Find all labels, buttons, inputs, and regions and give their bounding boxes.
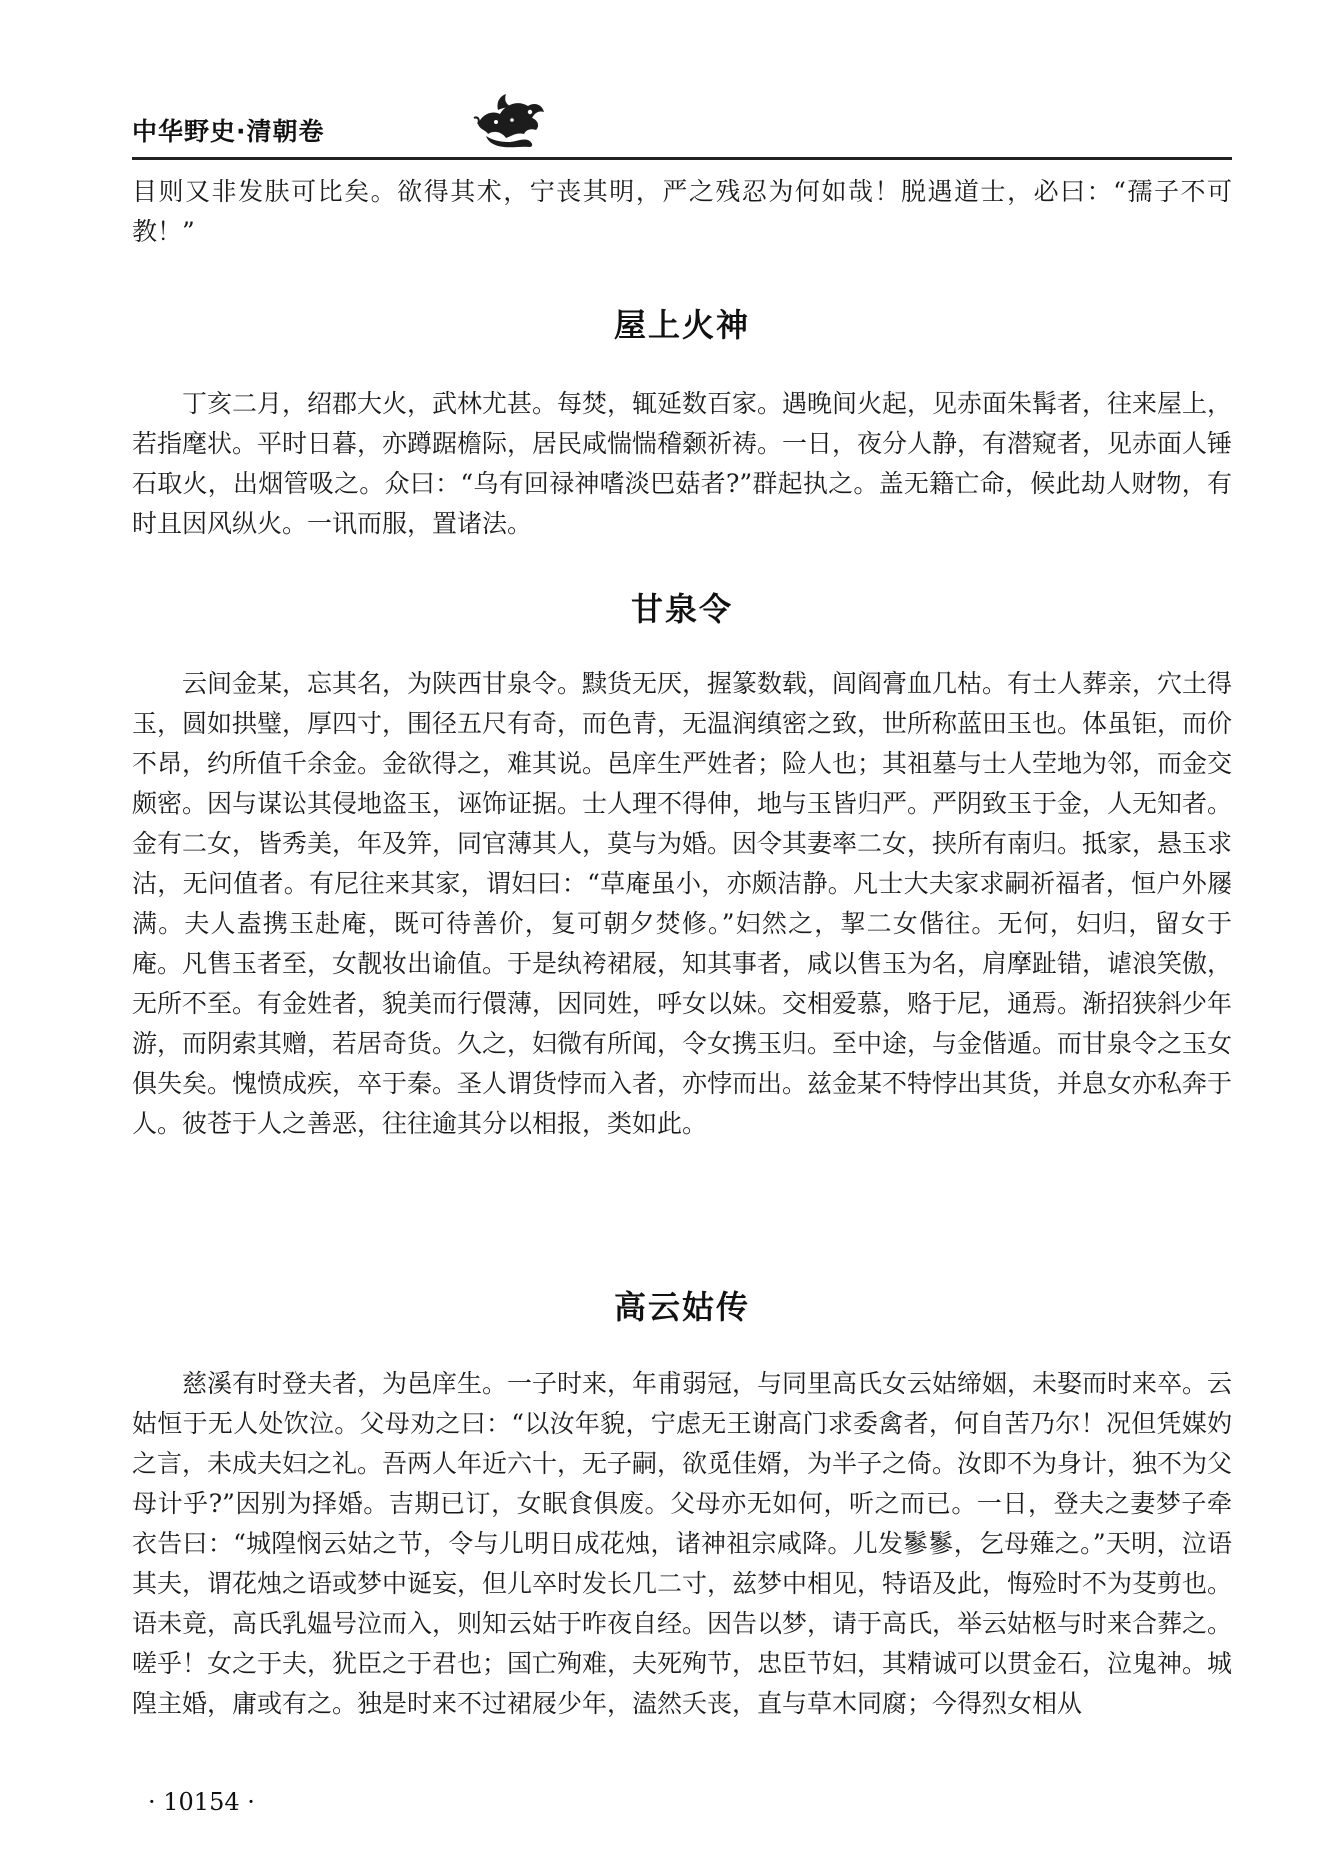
section-title-ganquan-ling: 甘泉令 [630, 590, 733, 628]
section-body-gao-yungu-zhuan [132, 1364, 1232, 1724]
section-body-wushang-huoshen [132, 384, 1232, 544]
paragraph: 丁亥二月，绍郡大火，武林尤甚。每焚，辄延数百家。遇晚间火起，见赤面朱髯者，往来屋上，若指麾状。平时日暮，亦蹲踞檐际，居民咸惴惴稽颡祈祷。一日，夜分人静，有潜窥者，见赤面人锤石取火，出烟管吸之。众曰：“乌有回禄神嗜淡巴菇者?”群起执之。盖无籍亡命，候此劫人财物，有时且因风纵火。一讯而服，置诸法。 [132, 389, 1233, 538]
section-title-gao-yungu-zhuan: 高云姑传 [613, 1288, 750, 1326]
header-divider [132, 157, 1232, 160]
page-number: · 10154 · [148, 1788, 255, 1816]
section-body-ganquan-ling [132, 664, 1232, 1144]
page-header [132, 108, 1232, 148]
paragraph: 慈溪有时登夫者，为邑庠生。一子时来，年甫弱冠，与同里高氏女云姑缔姻，未娶而时来卒。云姑恒于无人处饮泣。父母劝之曰：“以汝年貌，宁虑无王谢高门求委禽者，何自苦乃尔！况但凭媒妁之言，未成夫妇之礼。吾两人年近六十，无子嗣，欲觅佳婿，为半子之倚。汝即不为身计，独不为父母计乎?”因别为择婚。吉期已订，女眠食俱废。父母亦无如何，听之而已。一日，登夫之妻梦子牵衣告曰：“城隍悯云姑之节，令与儿明日成花烛，诸神祖宗咸降。儿发鬖鬖，乞母薙之。”天明，泣语其夫，谓花烛之语或梦中诞妄，但儿卒时发长几二寸，兹梦中相见，特语及此，悔殓时不为芟剪也。语未竟，高氏乳媪号泣而入，则知云姑于昨夜自经。因告以梦，请于高氏，举云姑柩与时来合葬之。嗟乎！女之于夫，犹臣之于君也；国亡殉难，夫死殉节，忠臣节妇，其精诚可以贯金石，泣鬼神。城隍主婚，庸或有之。独是时来不过裙屐少年，溘然夭丧，直与草木同腐；今得烈女相从 [132, 1369, 1233, 1718]
book-title: 中华野史·清朝卷 [132, 117, 325, 146]
intro-paragraph: 目则又非发肤可比矣。欲得其术，宁丧其明，严之残忍为何如哉！脱遇道士，必曰：“孺子不可教！” [132, 177, 1232, 246]
paragraph: 云间金某，忘其名，为陕西甘泉令。黩货无厌，握篆数载，闾阎膏血几枯。有士人葬亲，穴土得玉，圆如拱璧，厚四寸，围径五尺有奇，而色青，无温润缜密之致，世所称蓝田玉也。体虽钜，而价不昂，约所值千余金。金欲得之，难其说。邑庠生严姓者；险人也；其祖墓与士人茔地为邻，而金交颇密。因与谋讼其侵地盗玉，诬饰证据。士人理不得伸，地与玉皆归严。严阴致玉于金，人无知者。金有二女，皆秀美，年及笄，同官薄其人，莫与为婚。因令其妻率二女，挟所有南归。抵家，悬玉求沽，无问值者。有尼往来其家，谓妇曰：“草庵虽小，亦颇洁静。凡士大夫家求嗣祈福者，恒户外屦满。夫人盍携玉赴庵，既可待善价，复可朝夕焚修。”妇然之，挈二女偕往。无何，妇归，留女于庵。凡售玉者至，女靓妆出谕值。于是纨袴裙屐，知其事者，咸以售玉为名，肩摩趾错，谑浪笑傲，无所不至。有金姓者，貌美而行儇薄，因同姓，呼女以妹。交相爱慕，赂于尼，通焉。渐招狭斜少年游，而阴索其赠，若居奇货。久之，妇微有所闻，令女携玉归。至中途，与金偕遁。而甘泉令之玉女俱失矣。愧愤成疾，卒于秦。圣人谓货悖而入者，亦悖而出。兹金某不特悖出其货，并息女亦私奔于人。彼苍于人之善恶，往往逾其分以相报，类如此。 [132, 669, 1233, 1138]
dragon-emblem-icon [472, 90, 550, 148]
section-title-wushang-huoshen: 屋上火神 [613, 306, 750, 344]
intro-text-block [132, 172, 1232, 252]
